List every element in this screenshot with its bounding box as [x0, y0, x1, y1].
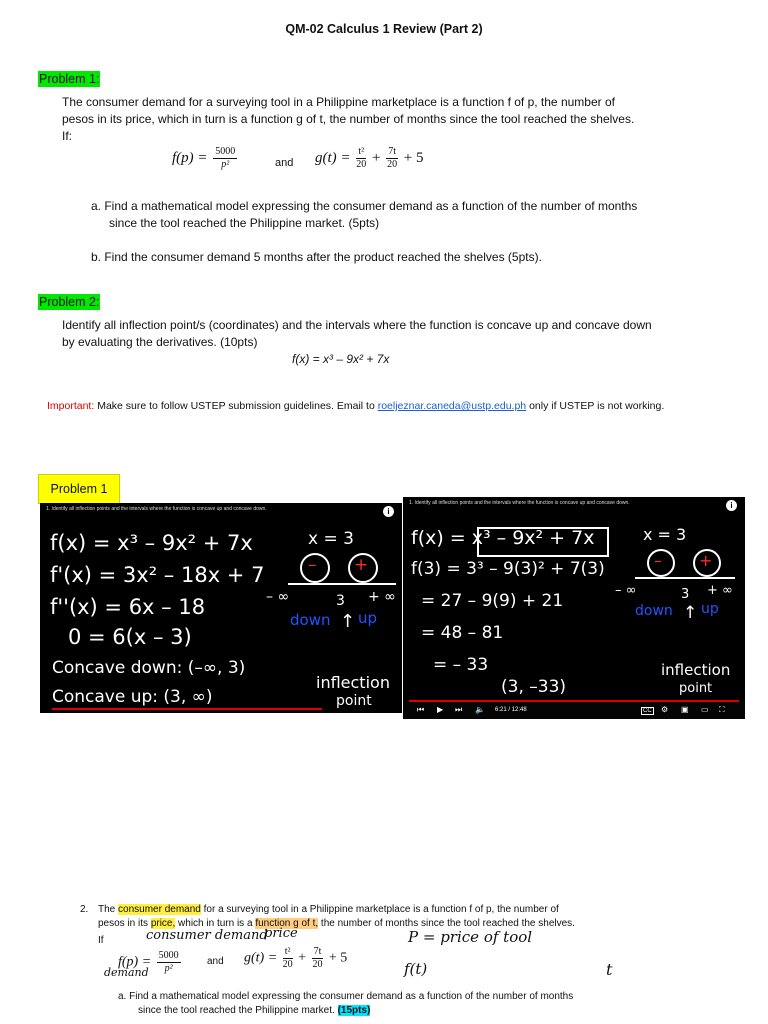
- fullscreen-icon[interactable]: ⛶: [719, 705, 725, 714]
- note-price: price: [264, 926, 298, 941]
- problem1-part-a: a. Find a mathematical model expressing the consumer demand as a function of the number of months since the tool reached the Philippine market. (5pts): [91, 199, 638, 230]
- info-icon[interactable]: i: [726, 500, 737, 511]
- note-ft: f(t): [404, 960, 428, 978]
- problem2-label: Problem 2:: [39, 295, 100, 309]
- gear-icon[interactable]: ⚙: [661, 705, 669, 714]
- problem1-text: The consumer demand for a surveying tool in a Philippine marketplace is a function f of p, the number of pesos in its price, which in turn is a function g of t, the number of months since the tool reached the shelves. If:: [62, 95, 635, 143]
- video-control-bar: [403, 702, 745, 719]
- note-consumer-demand: consumer demand: [146, 928, 268, 943]
- miniplayer-icon[interactable]: ▣: [681, 705, 689, 714]
- underline-mark: [52, 708, 322, 710]
- time-display: 6:21 / 12:48: [495, 707, 527, 713]
- video-screenshot-2: 1. Identify all inflection points and the intervals where the function is concave up and concave down. i f(x) = x³ – 9x² + 7x f(3) = 3³ – 9(3)² + 7(3) = 27 – 9(9) + 21 = 48 – 81 = – 33 (3, –33) x = 3 – + – ∞ 3 + ∞ down up ↑ inflection point ⏮ ▶ ⏭ 🔈 6:21 / 12:48 CC ⚙ ▣ ▭ ⛶: [403, 497, 745, 719]
- number-line: [635, 577, 735, 579]
- gt-equation: g(t) = $\frac{\text{t²}}{20}$ + $\frac{7t}{20}$ + 5: [315, 146, 424, 170]
- number-line: [288, 583, 396, 585]
- captions-icon[interactable]: CC: [643, 708, 652, 714]
- volume-icon[interactable]: 🔈: [475, 705, 485, 714]
- note-t: t: [606, 960, 613, 979]
- up-arrow: ↑: [683, 603, 698, 623]
- fp-equation: f(p) = $\frac{5000}{\text{p²}}$: [172, 146, 236, 170]
- answer-label-box: Problem 1: [38, 474, 120, 504]
- problem-copy-number: 2.: [80, 904, 89, 915]
- video-caption: 1. Identify all inflection points and the intervals where the function is concave up and concave down.: [409, 500, 630, 506]
- fp-equation-copy: f(p) = $\frac{5000}{\text{p²}}$: [118, 950, 179, 974]
- highlight-price: price,: [150, 918, 176, 929]
- note-p-price: P = price of tool: [408, 928, 533, 946]
- problem-copy-part-a: a. Find a mathematical model expressing the consumer demand as a function of the number of months since the tool reached the Philippine market. (15pts): [118, 991, 574, 1016]
- email-link[interactable]: roeljeznar.caneda@ustp.edu.ph: [377, 400, 527, 412]
- and-label-copy: and: [207, 956, 224, 967]
- skip-next-icon[interactable]: ⏭: [455, 705, 463, 714]
- page-title: QM-02 Calculus 1 Review (Part 2): [285, 22, 483, 36]
- problem1-part-b: b. Find the consumer demand 5 months after the product reached the shelves (5pts).: [91, 250, 542, 264]
- problem2-text: Identify all inflection point/s (coordinates) and the intervals where the function is concave up and concave down by evaluating the derivatives. (10pts): [62, 318, 652, 349]
- gt-equation-copy: g(t) = $\frac{\text{t²}}{20}$ + $\frac{7t}{20}$ + 5: [244, 946, 348, 970]
- problem-copy-text: The consumer demand for a surveying tool in a Philippine marketplace is a function f of p, the number of pesos in its price, which in turn is a function g of t, the number of months since the tool reached the shelves.: [98, 904, 575, 929]
- info-icon[interactable]: i: [383, 506, 394, 517]
- function-box: [477, 527, 609, 557]
- skip-back-icon[interactable]: ⏮: [417, 705, 425, 714]
- note-demand: demand: [104, 966, 149, 979]
- highlight-points: (15pts): [337, 1005, 371, 1016]
- if-label: If: [98, 935, 104, 946]
- video-caption: 1. Identify all inflection points and the intervals where the function is concave up and concave down.: [46, 506, 267, 512]
- problem1-label: Problem 1:: [39, 72, 100, 86]
- highlight-consumer-demand: consumer demand: [118, 904, 201, 915]
- problem2-function: f(x) = x³ – 9x² + 7x: [292, 352, 390, 366]
- video-screenshot-1: 1. Identify all inflection points and the intervals where the function is concave up and concave down. i f(x) = x³ – 9x² + 7x f'(x) = 3x² – 18x + 7 f''(x) = 6x – 18 0 = 6(x – 3) Concave down: (–∞, 3) Concave up: (3, ∞) x = 3 – + – ∞ 3 + ∞ down up ↑ inflection point: [40, 503, 402, 713]
- and-label: and: [275, 157, 294, 169]
- theater-icon[interactable]: ▭: [701, 705, 709, 714]
- highlight-function-g: function g of t,: [255, 918, 319, 929]
- important-note: Important: Make sure to follow USTEP submission guidelines. Email to roeljeznar.caneda@ustp.edu.ph only if USTEP is not working.: [47, 400, 665, 412]
- play-icon[interactable]: ▶: [437, 705, 444, 714]
- up-arrow: ↑: [340, 611, 356, 632]
